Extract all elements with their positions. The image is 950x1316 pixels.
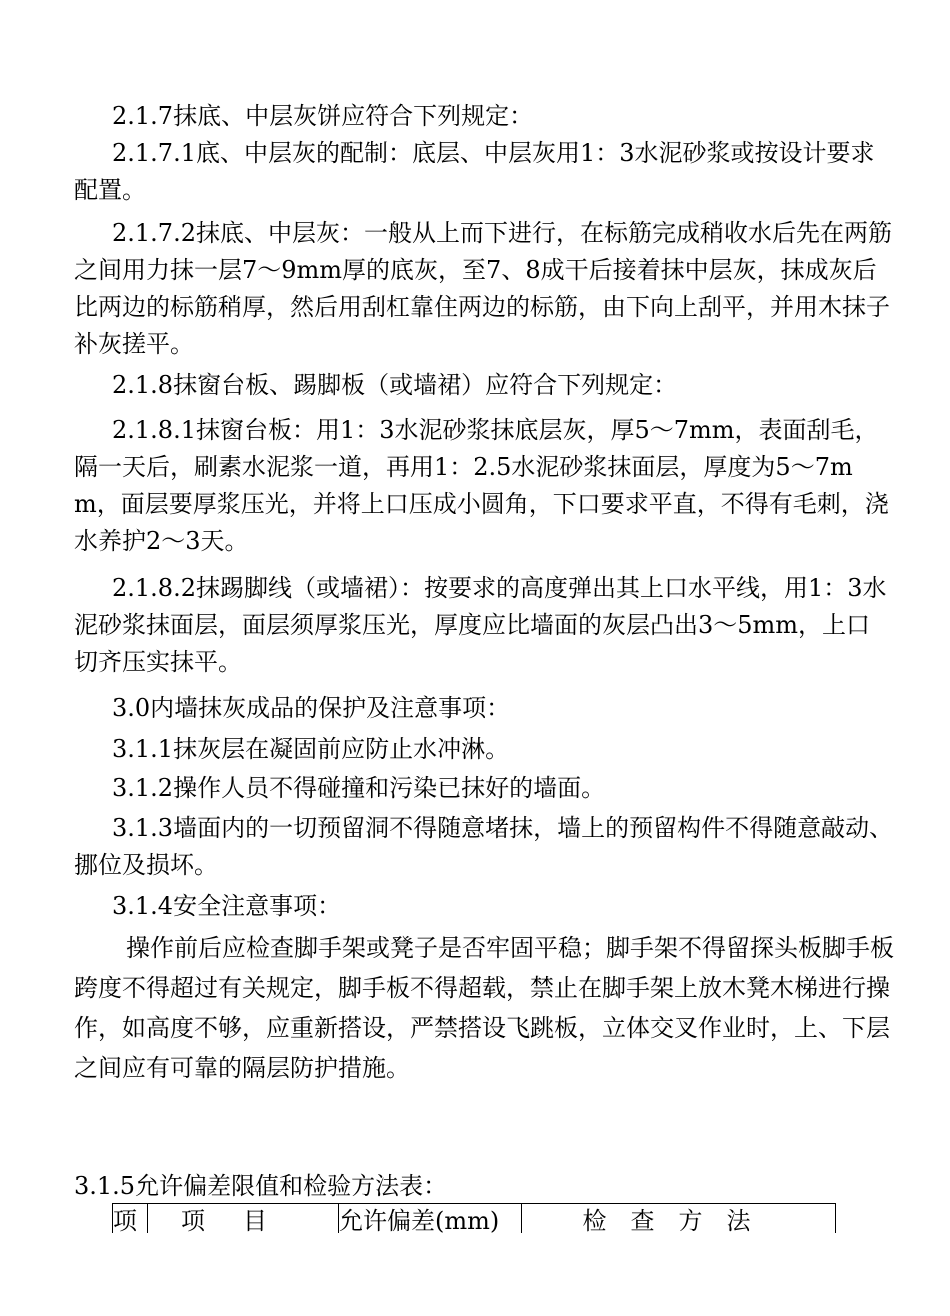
paragraph-3-1-2: 3.1.2操作人员不得碰撞和污染已抹好的墙面。: [112, 774, 606, 802]
paragraph-3-0: 3.0内墙抹灰成品的保护及注意事项：: [112, 694, 511, 722]
header-deviation: 允许偏差(mm): [339, 1204, 522, 1234]
paragraph-2-1-7-1: 2.1.7.1底、中层灰的配制：底层、中层灰用1：3水泥砂浆或按设计要求配置。: [74, 139, 875, 204]
header-method: 检查方法: [522, 1204, 836, 1234]
paragraph-3-1-3: 3.1.3墙面内的一切预留洞不得随意堵抹，墙上的预留构件不得随意敲动、挪位及损坏。: [74, 814, 894, 879]
paragraph-3-1-4: 3.1.4安全注意事项：: [112, 892, 342, 920]
tolerance-table: [112, 1203, 836, 1233]
header-no: 项: [113, 1204, 148, 1234]
paragraph-2-1-8-1: 2.1.8.1抹窗台板：用1：3水泥砂浆抹底层灰，厚5～7mm，表面刮毛，隔一天后，刷素水泥浆一道，再用1：2.5水泥砂浆抹面层，厚度为5～7mm，面层要厚浆压光，并将上口压成小圆角，下口要求平直，不得有毛刺，浇水养护2～3天。: [74, 416, 889, 555]
paragraph-safety-notes: 操作前后应检查脚手架或凳子是否牢固平稳；脚手架不得留探头板脚手板跨度不得超过有关规定，脚手板不得超载，禁止在脚手架上放木凳木梯进行操作，如高度不够，应重新搭设，严禁搭设飞跳板，立体交叉作业时，上、下层之间应有可靠的隔层防护措施。: [74, 934, 894, 1082]
header-item: 项目: [148, 1204, 339, 1234]
table-header-row: [113, 1204, 836, 1234]
paragraph-2-1-8: 2.1.8抹窗台板、踢脚板（或墙裙）应符合下列规定：: [112, 371, 678, 399]
paragraph-3-1-1: 3.1.1抹灰层在凝固前应防止水冲淋。: [112, 735, 510, 763]
paragraph-2-1-7: 2.1.7抹底、中层灰饼应符合下列规定：: [112, 102, 534, 130]
tolerance-table-container: [112, 1203, 836, 1233]
paragraph-2-1-7-2: 2.1.7.2抹底、中层灰：一般从上而下进行，在标筋完成稍收水后先在两筋之间用力抹一层7～9mm厚的底灰，至7、8成干后接着抹中层灰，抹成灰后比两边的标筋稍厚，然后用刮杠靠住两边的标筋，由下向上刮平，并用木抹子补灰搓平。: [74, 219, 892, 358]
paragraph-2-1-8-2: 2.1.8.2抹踢脚线（或墙裙）：按要求的高度弹出其上口水平线，用1：3水泥砂浆抹面层，面层须厚浆压光，厚度应比墙面的灰层凸出3～5mm，上口切齐压实抹平。: [74, 574, 887, 676]
table-caption: 3.1.5允许偏差限值和检验方法表：: [74, 1172, 448, 1200]
